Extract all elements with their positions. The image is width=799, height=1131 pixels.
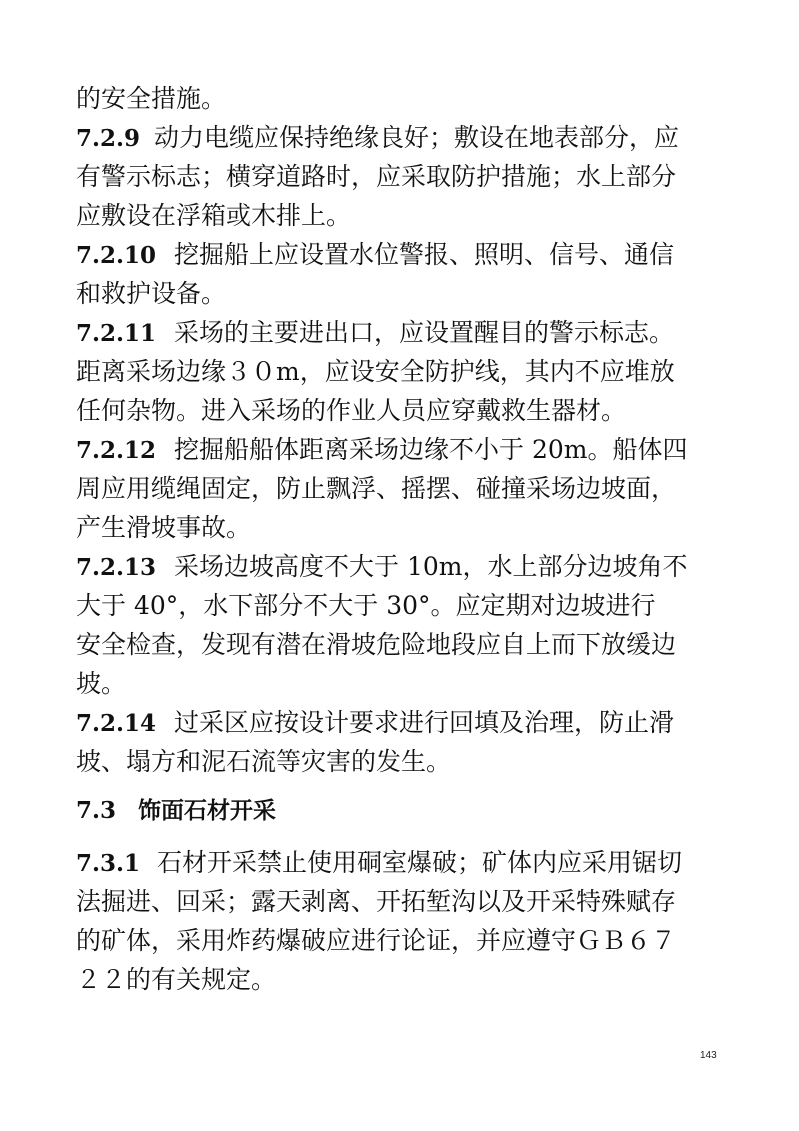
body-line: 大于 40°，水下部分不大于 30°。应定期对边坡进行 xyxy=(76,591,656,620)
body-line: 产生滑坡事故。 xyxy=(76,513,252,542)
clause-number: 7.2.10 xyxy=(76,242,157,269)
body-line: 坡。 xyxy=(76,669,127,698)
clause-number: 7.2.13 xyxy=(76,554,157,581)
body-line: 距离采场边缘３０m，应设安全防护线，其内不应堆放 xyxy=(76,357,675,386)
page-number: 143 xyxy=(700,1050,717,1061)
section-heading-7-3 xyxy=(76,790,726,832)
clause-7-2-9: 7.2.9 动力电缆应保持绝缘良好；敷设在地表部分，应 xyxy=(76,118,726,157)
body-line: 的矿体，采用炸药爆破应进行论证，并应遵守ＧＢ６７ xyxy=(76,926,677,955)
clause-7-2-13: 7.2.13 采场边坡高度不大于 10m，水上部分边坡角不 xyxy=(76,547,726,586)
body-line: 任何杂物。进入采场的作业人员应穿戴救生器材。 xyxy=(76,396,627,425)
clause-number: 7.2.12 xyxy=(76,437,157,464)
body-line: 应敷设在浮箱或木排上。 xyxy=(76,201,352,230)
body-line: 有警示标志；横穿道路时，应采取防护措施；水上部分 xyxy=(76,162,677,191)
clause-7-2-12: 7.2.12 挖掘船船体距离采场边缘不小于 20m。船体四 xyxy=(76,430,726,469)
clause-7-2-10: 7.2.10 挖掘船上应设置水位警报、照明、信号、通信 xyxy=(76,235,726,274)
body-line: ２２的有关规定。 xyxy=(76,965,277,994)
body-line: 法掘进、回采；露天剥离、开拓堑沟以及开采特殊赋存 xyxy=(76,887,677,916)
clause-number: 7.2.9 xyxy=(76,125,141,152)
clause-7-2-14: 7.2.14 过采区应按设计要求进行回填及治理，防止滑 xyxy=(76,703,726,742)
clause-number: 7.2.11 xyxy=(76,320,157,347)
body-line: 坡、塌方和泥石流等灾害的发生。 xyxy=(76,747,452,776)
clause-7-3-1: 7.3.1 石材开采禁止使用硐室爆破；矿体内应采用锯切 xyxy=(76,843,726,882)
body-line: 周应用缆绳固定，防止飘浮、摇摆、碰撞采场边坡面， xyxy=(76,474,677,503)
section-number: 7.3 xyxy=(76,797,117,824)
clause-number: 7.2.14 xyxy=(76,710,157,737)
clause-7-2-11: 7.2.11 采场的主要进出口，应设置醒目的警示标志。 xyxy=(76,313,726,352)
body-line: 的安全措施。 xyxy=(76,84,227,113)
body-line: 安全检查，发现有潜在滑坡危险地段应自上而下放缓边 xyxy=(76,630,677,659)
clause-number: 7.3.1 xyxy=(76,850,141,877)
page-body xyxy=(76,79,726,999)
body-line: 和救护设备。 xyxy=(76,279,227,308)
section-title: 饰面石材开采 xyxy=(138,798,276,824)
